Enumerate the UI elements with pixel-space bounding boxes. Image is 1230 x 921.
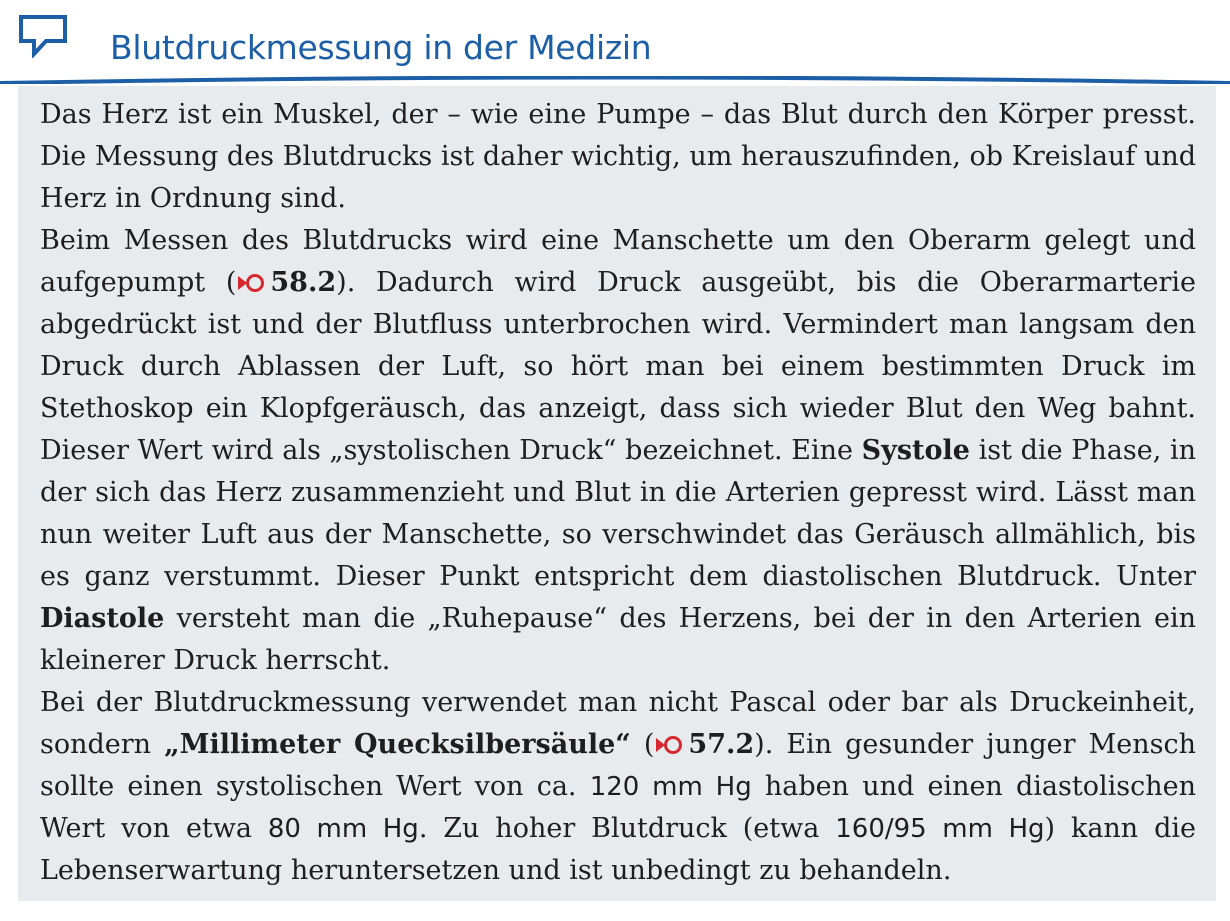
term-systole: Systole xyxy=(861,435,970,466)
paragraph-text: Das Herz ist ein Muskel, der – wie eine Pumpe – das Blut durch den Körper presst. Die Messung des Blutdrucks ist daher wichtig, um herauszufinden, ob Kreislauf und Herz in Ordnung sind. xyxy=(40,99,1196,214)
cross-reference-arrow-icon xyxy=(654,734,684,756)
text-segment: haben und einen diastolischen Wert von etwa xyxy=(40,771,1196,844)
page-title: Blutdruckmessung in der Medizin xyxy=(110,28,652,67)
value-systolic: 120 mm Hg xyxy=(589,772,752,802)
paragraph-intro xyxy=(40,94,1196,220)
text-segment: ) kann die Lebenserwartung heruntersetzen und ist unbedingt zu behandeln. xyxy=(40,813,1196,886)
reference-number: 58.2 xyxy=(270,267,337,298)
term-diastole: Diastole xyxy=(40,603,165,634)
text-segment: versteht man die „Ruhepause“ des Herzens, bei der in den Arterien ein kleinerer Druck herrscht. xyxy=(40,603,1196,676)
cross-reference-arrow-icon xyxy=(236,272,266,294)
value-high-pressure: 160/95 mm Hg xyxy=(835,814,1045,844)
text-segment: ( xyxy=(630,729,655,760)
header xyxy=(0,0,1230,86)
text-segment: Beim Messen des Blutdrucks wird eine Manschette um den Oberarm gelegt und aufgepumpt ( xyxy=(40,225,1196,298)
term-mmhg: „Millimeter Quecksilbersäule“ xyxy=(164,729,631,760)
text-segment: . Zu hoher Blutdruck (etwa xyxy=(418,813,836,844)
text-segment: ). Dadurch wird Druck ausgeübt, bis die Oberarmarterie abgedrückt ist und der Blutfluss unterbrochen wird. Vermindert man langsam den Druck durch Ablassen der Luft, so hört man bei einem bestimmten Druck im Stethoskop ein Klopfgeräusch, das anzeigt, dass sich wieder Blut den Weg bahnt. Dieser Wert wird als „systolischen Druck“ bezeichnet. Eine xyxy=(40,267,1196,466)
header-divider xyxy=(0,76,1230,84)
paragraph-units xyxy=(40,682,1196,892)
cross-reference[interactable] xyxy=(236,267,336,298)
paragraph-measurement xyxy=(40,220,1196,682)
text-segment: Bei der Blutdruckmessung verwendet man nicht Pascal oder bar als Druckeinheit, sondern xyxy=(40,687,1196,760)
value-diastolic: 80 mm Hg xyxy=(267,814,419,844)
text-segment: ). Ein gesunder junger Mensch sollte einen systolischen Wert von ca. xyxy=(40,729,1196,802)
text-segment: ist die Phase, in der sich das Herz zusammenzieht und Blut in die Arterien gepresst wird. Lässt man nun weiter Luft aus der Manschette, so verschwindet das Geräusch allmählich, bis es ganz verstummt. Dieser Punkt entspricht dem diastolischen Blutdruck. Unter xyxy=(40,435,1196,592)
speech-bubble-icon xyxy=(18,14,68,58)
reference-number: 57.2 xyxy=(688,729,755,760)
cross-reference[interactable] xyxy=(654,729,754,760)
body-text xyxy=(40,94,1196,892)
